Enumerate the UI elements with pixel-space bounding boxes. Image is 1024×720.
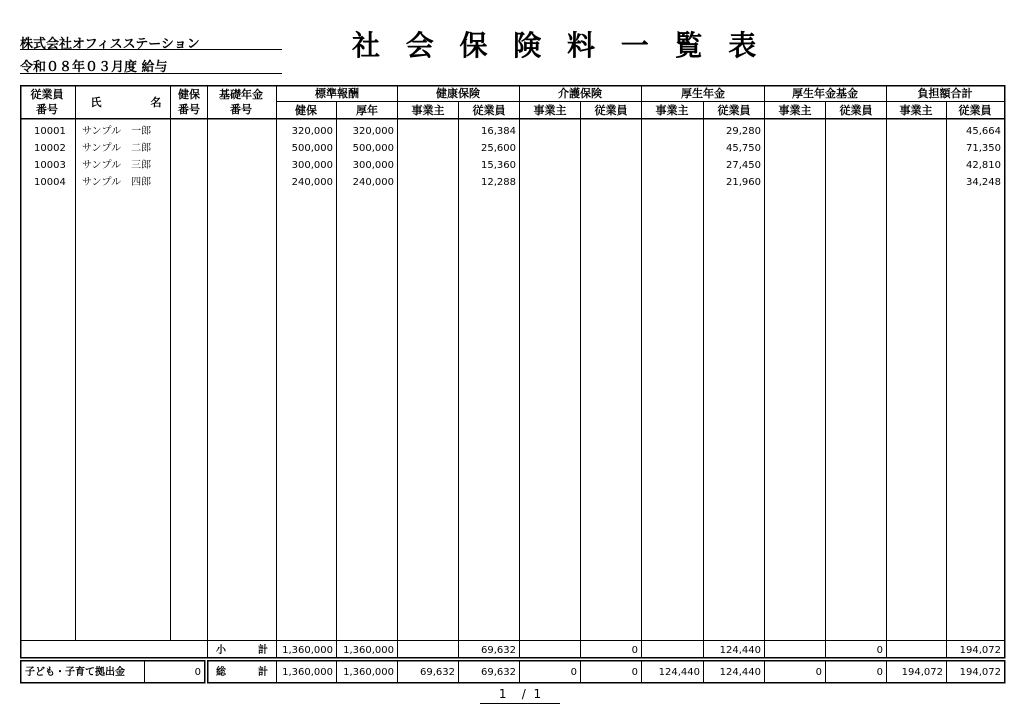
sub-care-employer: 事業主 [533,104,567,117]
table-row [34,176,1001,188]
page-number [480,687,560,704]
company-name: 株式会社オフィスステーション [20,33,282,50]
sub-health-employee: 従業員 [472,104,506,117]
col-pension-no-1: 基礎年金 [219,88,263,101]
col-pension-fund: 厚生年金基金 [792,87,858,100]
sub-health-employer: 事業主 [411,104,445,117]
health-employee-cell: 25,600 [481,143,516,154]
grand-std-kounen: 1,360,000 [343,667,394,678]
emp-no-cell: 10003 [34,160,66,171]
health-employee-cell: 16,384 [481,126,516,137]
grand-std-kenpo: 1,360,000 [282,667,333,678]
subtotal-std-kenpo: 1,360,000 [282,645,333,656]
page-separator: / [521,687,526,701]
sub-care-employee: 従業員 [594,104,628,117]
name-cell: サンプル 一郎 [82,126,152,137]
pension-employee-cell: 21,960 [726,177,761,188]
col-kenpo-no-2: 番号 [178,103,200,116]
page-current: 1 [498,687,507,701]
child-contribution-label: 子ども・子育て拠出金 [25,667,125,678]
subtotal-std-kounen: 1,360,000 [343,645,394,656]
emp-no-cell: 10001 [34,126,66,137]
sub-fund-employer: 事業主 [778,104,812,117]
grand-total-row [216,665,1001,678]
pension-employee-cell: 45,750 [726,143,761,154]
grand-pension-employee: 124,440 [719,667,761,678]
grand-fund-employer: 0 [815,667,822,678]
std-kenpo-cell: 240,000 [291,177,333,188]
std-kounen-cell: 300,000 [352,160,394,171]
grand-health-employee: 69,632 [481,667,516,678]
col-care-ins: 介護保険 [558,87,602,100]
payroll-period: 令和０８年０３月度 給与 [20,56,282,74]
col-total-burden: 負担額合計 [917,87,973,100]
name-cell: サンプル 二郎 [82,143,152,154]
grand-care-employee: 0 [631,667,638,678]
total-employee-cell: 42,810 [966,160,1001,171]
col-health-ins: 健康保険 [436,87,480,100]
pension-employee-cell: 29,280 [726,126,761,137]
grand-total-employer: 194,072 [901,667,943,678]
table-row [34,125,1001,137]
emp-no-cell: 10002 [34,143,66,154]
std-kenpo-cell: 300,000 [291,160,333,171]
col-name-b: 名 [150,96,162,109]
total-employee-cell: 71,350 [966,143,1001,154]
col-name-a: 氏 [90,96,102,109]
col-standard-pay: 標準報酬 [315,87,359,100]
table-row [34,159,1001,171]
subtotal-row [216,643,1001,656]
std-kounen-cell: 500,000 [352,143,394,154]
sub-pension-employee: 従業員 [717,104,751,117]
subtotal-care-employee: 0 [631,645,638,656]
emp-no-cell: 10004 [34,177,66,188]
page-title: 社 会 保 険 料 一 覧 表 [352,29,765,62]
grand-health-employer: 69,632 [420,667,455,678]
subtotal-health-employee: 69,632 [481,645,516,656]
grand-care-employer: 0 [570,667,577,678]
page-total: 1 [533,687,542,701]
pension-employee-cell: 27,450 [726,160,761,171]
col-pension-no-2: 番号 [230,103,252,116]
grand-fund-employee: 0 [876,667,883,678]
sub-pension-employer: 事業主 [655,104,689,117]
sub-total-employer: 事業主 [899,104,933,117]
sub-total-employee: 従業員 [958,104,992,117]
subtotal-pension-employee: 124,440 [719,645,761,656]
name-cell: サンプル 三郎 [82,160,152,171]
std-kounen-cell: 320,000 [352,126,394,137]
subtotal-fund-employee: 0 [876,645,883,656]
col-emp-no-1: 従業員 [30,88,64,101]
grand-total-label-b: 計 [258,667,268,678]
std-kenpo-cell: 320,000 [291,126,333,137]
table-row [34,142,1001,154]
subtotal-label-b: 計 [258,645,268,656]
col-kenpo-no-1: 健保 [178,88,200,101]
grand-total-label-a: 総 [216,667,226,678]
child-contribution-value: 0 [194,667,201,678]
sub-kounen: 厚年 [356,104,378,117]
sub-fund-employee: 従業員 [839,104,873,117]
child-contribution [25,665,201,678]
grand-pension-employer: 124,440 [658,667,700,678]
total-employee-cell: 45,664 [966,126,1001,137]
total-employee-cell: 34,248 [966,177,1001,188]
sub-kenpo: 健保 [295,104,317,117]
health-employee-cell: 15,360 [481,160,516,171]
grand-total-employee: 194,072 [959,667,1001,678]
col-pension: 厚生年金 [681,87,725,100]
col-emp-no-2: 番号 [36,103,58,116]
std-kenpo-cell: 500,000 [291,143,333,154]
name-cell: サンプル 四郎 [82,177,152,188]
subtotal-total-employee: 194,072 [959,645,1001,656]
std-kounen-cell: 240,000 [352,177,394,188]
health-employee-cell: 12,288 [481,177,516,188]
subtotal-label-a: 小 [216,645,226,656]
